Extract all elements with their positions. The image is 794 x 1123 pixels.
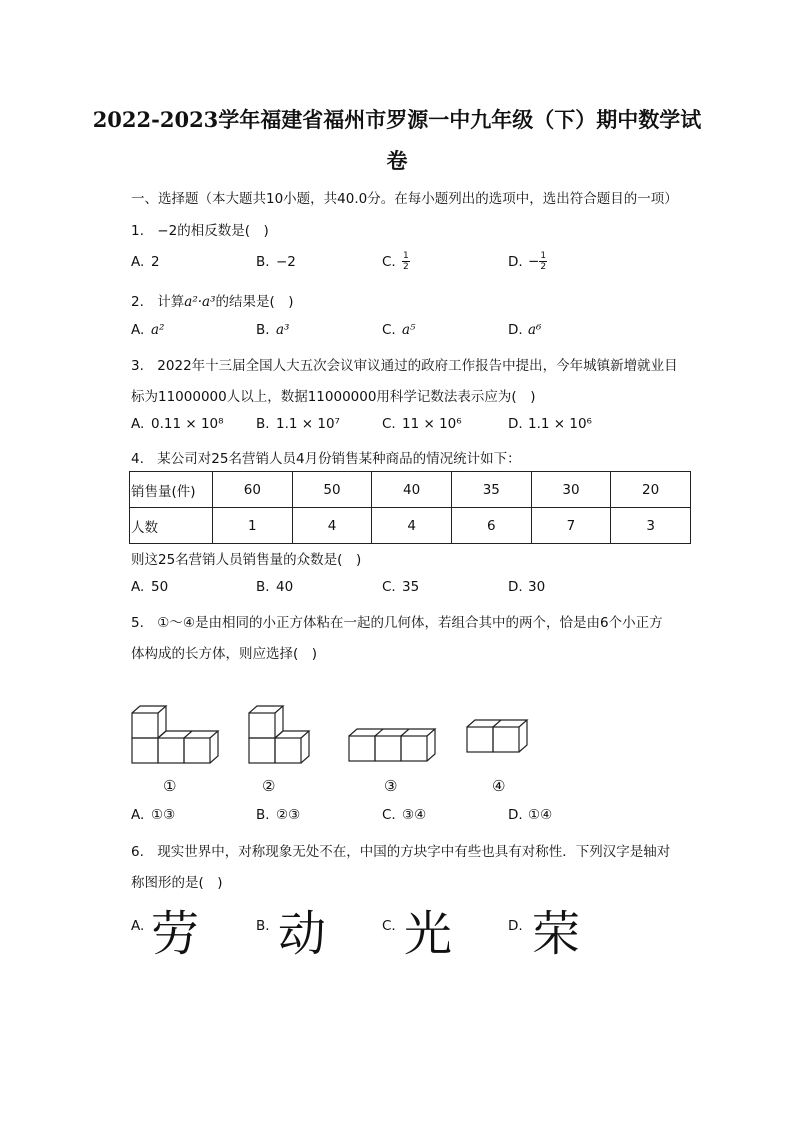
option-a-label[interactable]: A. (131, 918, 145, 934)
figure-label-1: ① (163, 777, 177, 795)
question-number: 1. (131, 223, 144, 239)
table-cell: 6 (451, 508, 531, 544)
q3-options (131, 416, 651, 436)
option-c[interactable]: C. 11 × 10⁶ (382, 416, 462, 432)
question-number: 4. (131, 451, 144, 467)
question-number: 3. (131, 358, 144, 374)
option-d[interactable]: D. 30 (508, 579, 546, 595)
table-cell: 50 (292, 472, 372, 508)
exam-title-line2: 卷 (386, 148, 408, 173)
question-4: 4. 某公司对25名营销人员4月份销售某种商品的情况统计如下： (131, 451, 521, 467)
fraction: $\frac{1}{2}$ (403, 251, 409, 272)
figure-4-cubes (467, 720, 527, 752)
section-header: 一、选择题（本大题共10小题，共40.0分。在每小题列出的选项中，选出符合题目的一项） (131, 191, 678, 207)
option-d[interactable]: D. − $\frac{1}{2}$ (508, 251, 547, 272)
figure-1-cubes (132, 706, 218, 763)
exam-title-line1: 2022-2023学年福建省福州市罗源一中九年级（下）期中数学试 (92, 107, 702, 132)
question-5: 5. ①～④是由相同的小正方体粘在一起的几何体，若组合其中的两个，恰是由6个小正方 (131, 615, 663, 631)
table-row (130, 472, 691, 508)
option-c[interactable]: C. ③④ (382, 807, 427, 823)
option-b[interactable]: B. 40 (256, 579, 294, 595)
sales-table (129, 471, 691, 544)
question-3: 3. 2022年十三届全国人大五次会议审议通过的政府工作报告中提出，今年城镇新增就业目 (131, 358, 678, 374)
table-row (130, 508, 691, 544)
figure-3-cubes (349, 729, 435, 761)
table-cell: 60 (213, 472, 293, 508)
option-c-label[interactable]: C. (382, 918, 396, 934)
q5-options (131, 807, 651, 827)
question-1 (131, 219, 269, 239)
option-a[interactable]: A. 2 (131, 254, 160, 270)
option-b-label[interactable]: B. (256, 918, 270, 934)
question-number: 2. (131, 294, 144, 310)
option-b[interactable]: B. ②③ (256, 807, 301, 823)
q4-options (131, 579, 651, 599)
figure-2-cubes (249, 706, 309, 763)
question-6: 6. 现实世界中，对称现象无处不在，中国的方块字中有些也具有对称性．下列汉字是轴对 (131, 844, 671, 860)
figure-label-2: ② (262, 777, 276, 795)
option-d-label[interactable]: D. (508, 918, 523, 934)
option-b[interactable]: B. a³ (256, 322, 290, 338)
table-cell: 4 (372, 508, 452, 544)
option-c-character[interactable]: 光 (404, 906, 453, 962)
option-c[interactable]: C. 35 (382, 579, 420, 595)
table-row-header: 销售量(件) (130, 472, 213, 508)
table-cell: 7 (531, 508, 611, 544)
option-c[interactable]: C. $\frac{1}{2}$ (382, 251, 409, 272)
q1-options (131, 251, 651, 274)
question-3-line2: 标为11000000人以上，数据11000000用科学记数法表示应为( ) (131, 389, 536, 405)
option-a[interactable]: A. 50 (131, 579, 169, 595)
question-2: 2. 计算a²·a³的结果是( ) (131, 294, 294, 310)
question-5-line2: 体构成的长方体，则应选择( ) (131, 646, 318, 662)
figure-label-4: ④ (492, 777, 506, 795)
table-cell: 40 (372, 472, 452, 508)
table-cell: 1 (213, 508, 293, 544)
q2-options (131, 322, 651, 342)
question-4-prompt: 则这25名营销人员销售量的众数是( ) (131, 552, 362, 568)
fraction: $\frac{1}{2}$ (540, 251, 547, 272)
table-cell: 3 (611, 508, 691, 544)
option-a[interactable]: A. ①③ (131, 807, 176, 823)
table-cell: 20 (611, 472, 691, 508)
option-a[interactable]: A. 0.11 × 10⁸ (131, 416, 224, 432)
question-number: 5. (131, 615, 144, 631)
option-d[interactable]: D. ①④ (508, 807, 553, 823)
table-cell: 4 (292, 508, 372, 544)
question-number: 6. (131, 844, 144, 860)
option-b-character[interactable]: 动 (278, 906, 327, 962)
math-expression: a²·a³ (184, 294, 216, 310)
question-6-line2: 称图形的是( ) (131, 875, 223, 891)
table-cell: 35 (451, 472, 531, 508)
option-d-character[interactable]: 荣 (532, 906, 581, 962)
option-c[interactable]: C. a⁵ (382, 322, 416, 338)
figure-label-3: ③ (384, 777, 398, 795)
cube-figures (125, 700, 545, 770)
option-b[interactable]: B. 1.1 × 10⁷ (256, 416, 340, 432)
question-text: −2的相反数是( ) (157, 223, 269, 239)
option-d[interactable]: D. 1.1 × 10⁶ (508, 416, 592, 432)
option-a[interactable]: A. a² (131, 322, 165, 338)
option-b[interactable]: B. −2 (256, 254, 296, 270)
option-d[interactable]: D. a⁶ (508, 322, 542, 338)
table-cell: 30 (531, 472, 611, 508)
option-a-character[interactable]: 劳 (151, 906, 200, 962)
table-row-header: 人数 (130, 508, 213, 544)
